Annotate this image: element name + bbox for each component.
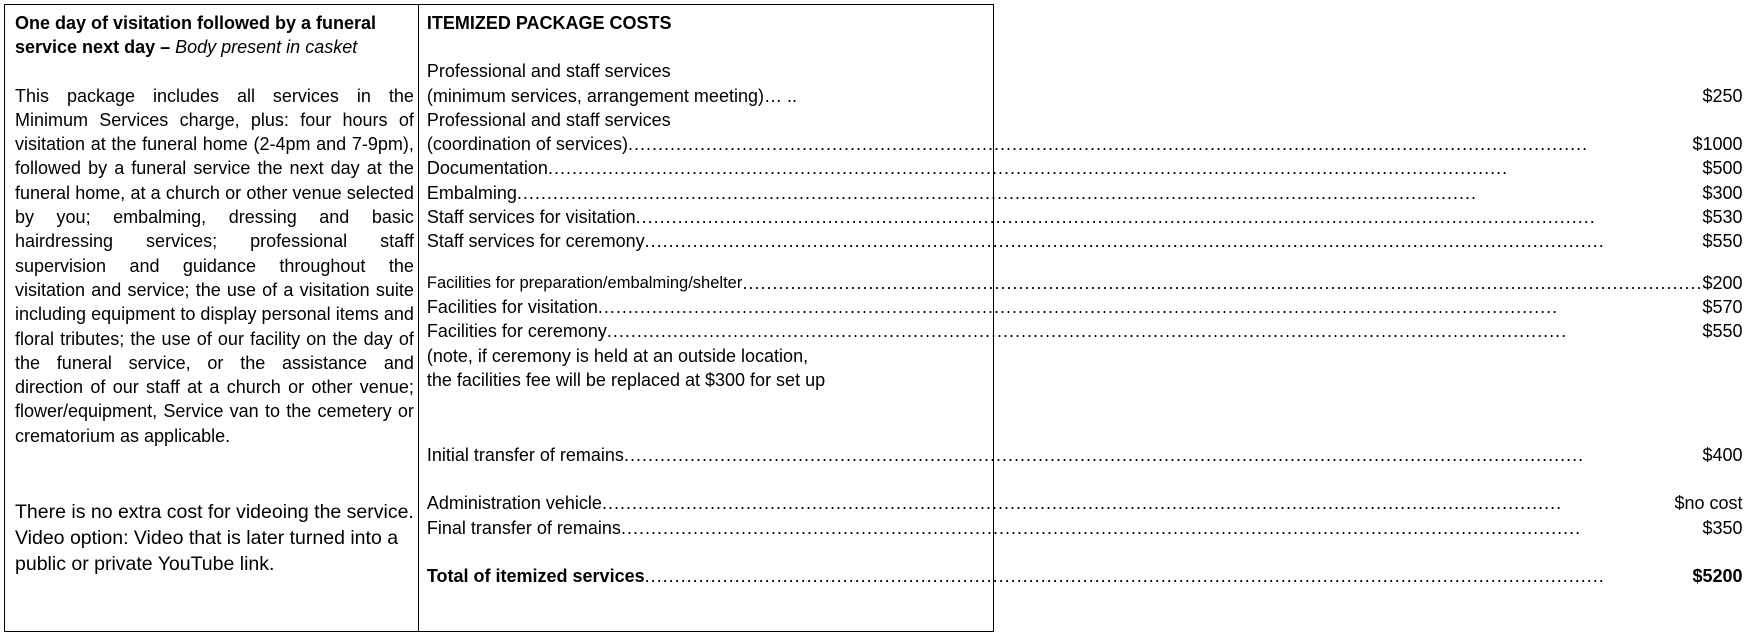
cost-label: (minimum services, arrangement meeting)… ..	[426, 85, 797, 106]
video-note-line: Video option: Video that is later turned into a	[15, 527, 399, 550]
cost-row-facilities-ceremony	[427, 319, 1743, 343]
cost-label: Facilities for visitation	[426, 296, 598, 317]
dot-leader	[628, 132, 1693, 156]
cost-label: Professional and staff services	[426, 109, 671, 130]
dot-leader	[598, 295, 1703, 319]
cost-amount: $1000	[1692, 134, 1743, 155]
itemized-costs-cell	[419, 5, 1753, 631]
cost-row-administration-vehicle	[427, 491, 1743, 515]
cost-row-total	[427, 564, 1743, 588]
cost-row-documentation	[427, 156, 1743, 180]
cost-label: Administration vehicle	[426, 493, 602, 514]
cost-label: Facilities for ceremony	[426, 321, 607, 342]
cost-amount: $no cost	[1674, 493, 1743, 514]
itemized-heading: ITEMIZED PACKAGE COSTS	[426, 13, 672, 33]
dot-leader	[602, 491, 1675, 515]
cost-row-professional-coordination	[427, 132, 1743, 156]
total-amount: $5200	[1692, 566, 1743, 587]
dot-leader	[645, 229, 1703, 253]
cost-label: Facilities for preparation/embalming/shelter	[426, 273, 743, 292]
cost-row-facilities-preparation	[427, 271, 1743, 295]
dot-leader	[607, 319, 1703, 343]
package-title	[15, 11, 414, 60]
cost-label: Final transfer of remains	[426, 517, 621, 538]
cost-amount: $400	[1702, 445, 1743, 466]
cost-row-initial-transfer	[427, 443, 1743, 467]
cost-amount: $500	[1702, 158, 1743, 179]
package-title-bold: One day of visitation followed by a funeral service next day –	[15, 13, 377, 58]
cost-amount: $350	[1702, 517, 1743, 538]
dot-leader	[636, 205, 1703, 229]
dot-leader	[621, 516, 1703, 540]
cost-amount: $570	[1702, 296, 1743, 317]
package-table	[4, 4, 1743, 632]
video-note-line: public or private YouTube link.	[15, 553, 275, 576]
cost-amount: $250	[1702, 85, 1743, 106]
dot-leader	[742, 271, 1702, 295]
cost-row-final-transfer	[427, 516, 1743, 540]
cost-label: Staff services for ceremony	[426, 231, 645, 252]
cost-row-facilities-visitation	[427, 295, 1743, 319]
cost-label: (coordination of services)	[426, 134, 628, 155]
cost-amount: $300	[1702, 182, 1743, 203]
cost-row-professional-minimum	[427, 84, 1743, 108]
dot-leader	[624, 443, 1703, 467]
ceremony-note-line: the facilities fee will be replaced at $300 for set up	[426, 369, 826, 390]
dot-leader	[548, 156, 1703, 180]
cost-label: Initial transfer of remains	[426, 445, 624, 466]
cost-amount: $200	[1702, 272, 1743, 293]
total-label: Total of itemized services	[426, 566, 645, 587]
dot-leader	[517, 181, 1703, 205]
cost-label: Embalming	[426, 182, 517, 203]
ceremony-note-line: (note, if ceremony is held at an outside location,	[426, 345, 809, 366]
cost-row-staff-visitation	[427, 205, 1743, 229]
cost-amount: $550	[1702, 321, 1743, 342]
cost-label: Staff services for visitation	[426, 207, 636, 228]
package-title-italic: Body present in casket	[175, 37, 358, 58]
video-note	[15, 499, 414, 577]
cost-row-embalming	[427, 181, 1743, 205]
video-note-line: There is no extra cost for videoing the service.	[15, 501, 414, 524]
package-description: This package includes all services in the Minimum Services charge, plus: four hours of visitation at the funeral home (2-4pm and 7-9pm), followed by a funeral service the next day at the funeral home, at a church or other venue selected by you; embalming, dressing and basic hairdressing services; professional staff supervision and guidance throughout the visitation and service; the use of a visitation suite including equipment to display personal items and floral tributes; the use of our facility on the day of the funeral service, or the assistance and direction of our staff at a church or other venue; flower/equipment, Service van to the cemetery or crematorium as applicable.	[15, 85, 414, 446]
dot-leader	[645, 564, 1693, 588]
package-description-cell	[5, 5, 419, 631]
cost-label: Documentation	[426, 158, 548, 179]
cost-amount: $550	[1702, 231, 1743, 252]
cost-amount: $530	[1702, 207, 1743, 228]
cost-row-staff-ceremony	[427, 229, 1743, 253]
cost-label: Professional and staff services	[426, 61, 671, 82]
